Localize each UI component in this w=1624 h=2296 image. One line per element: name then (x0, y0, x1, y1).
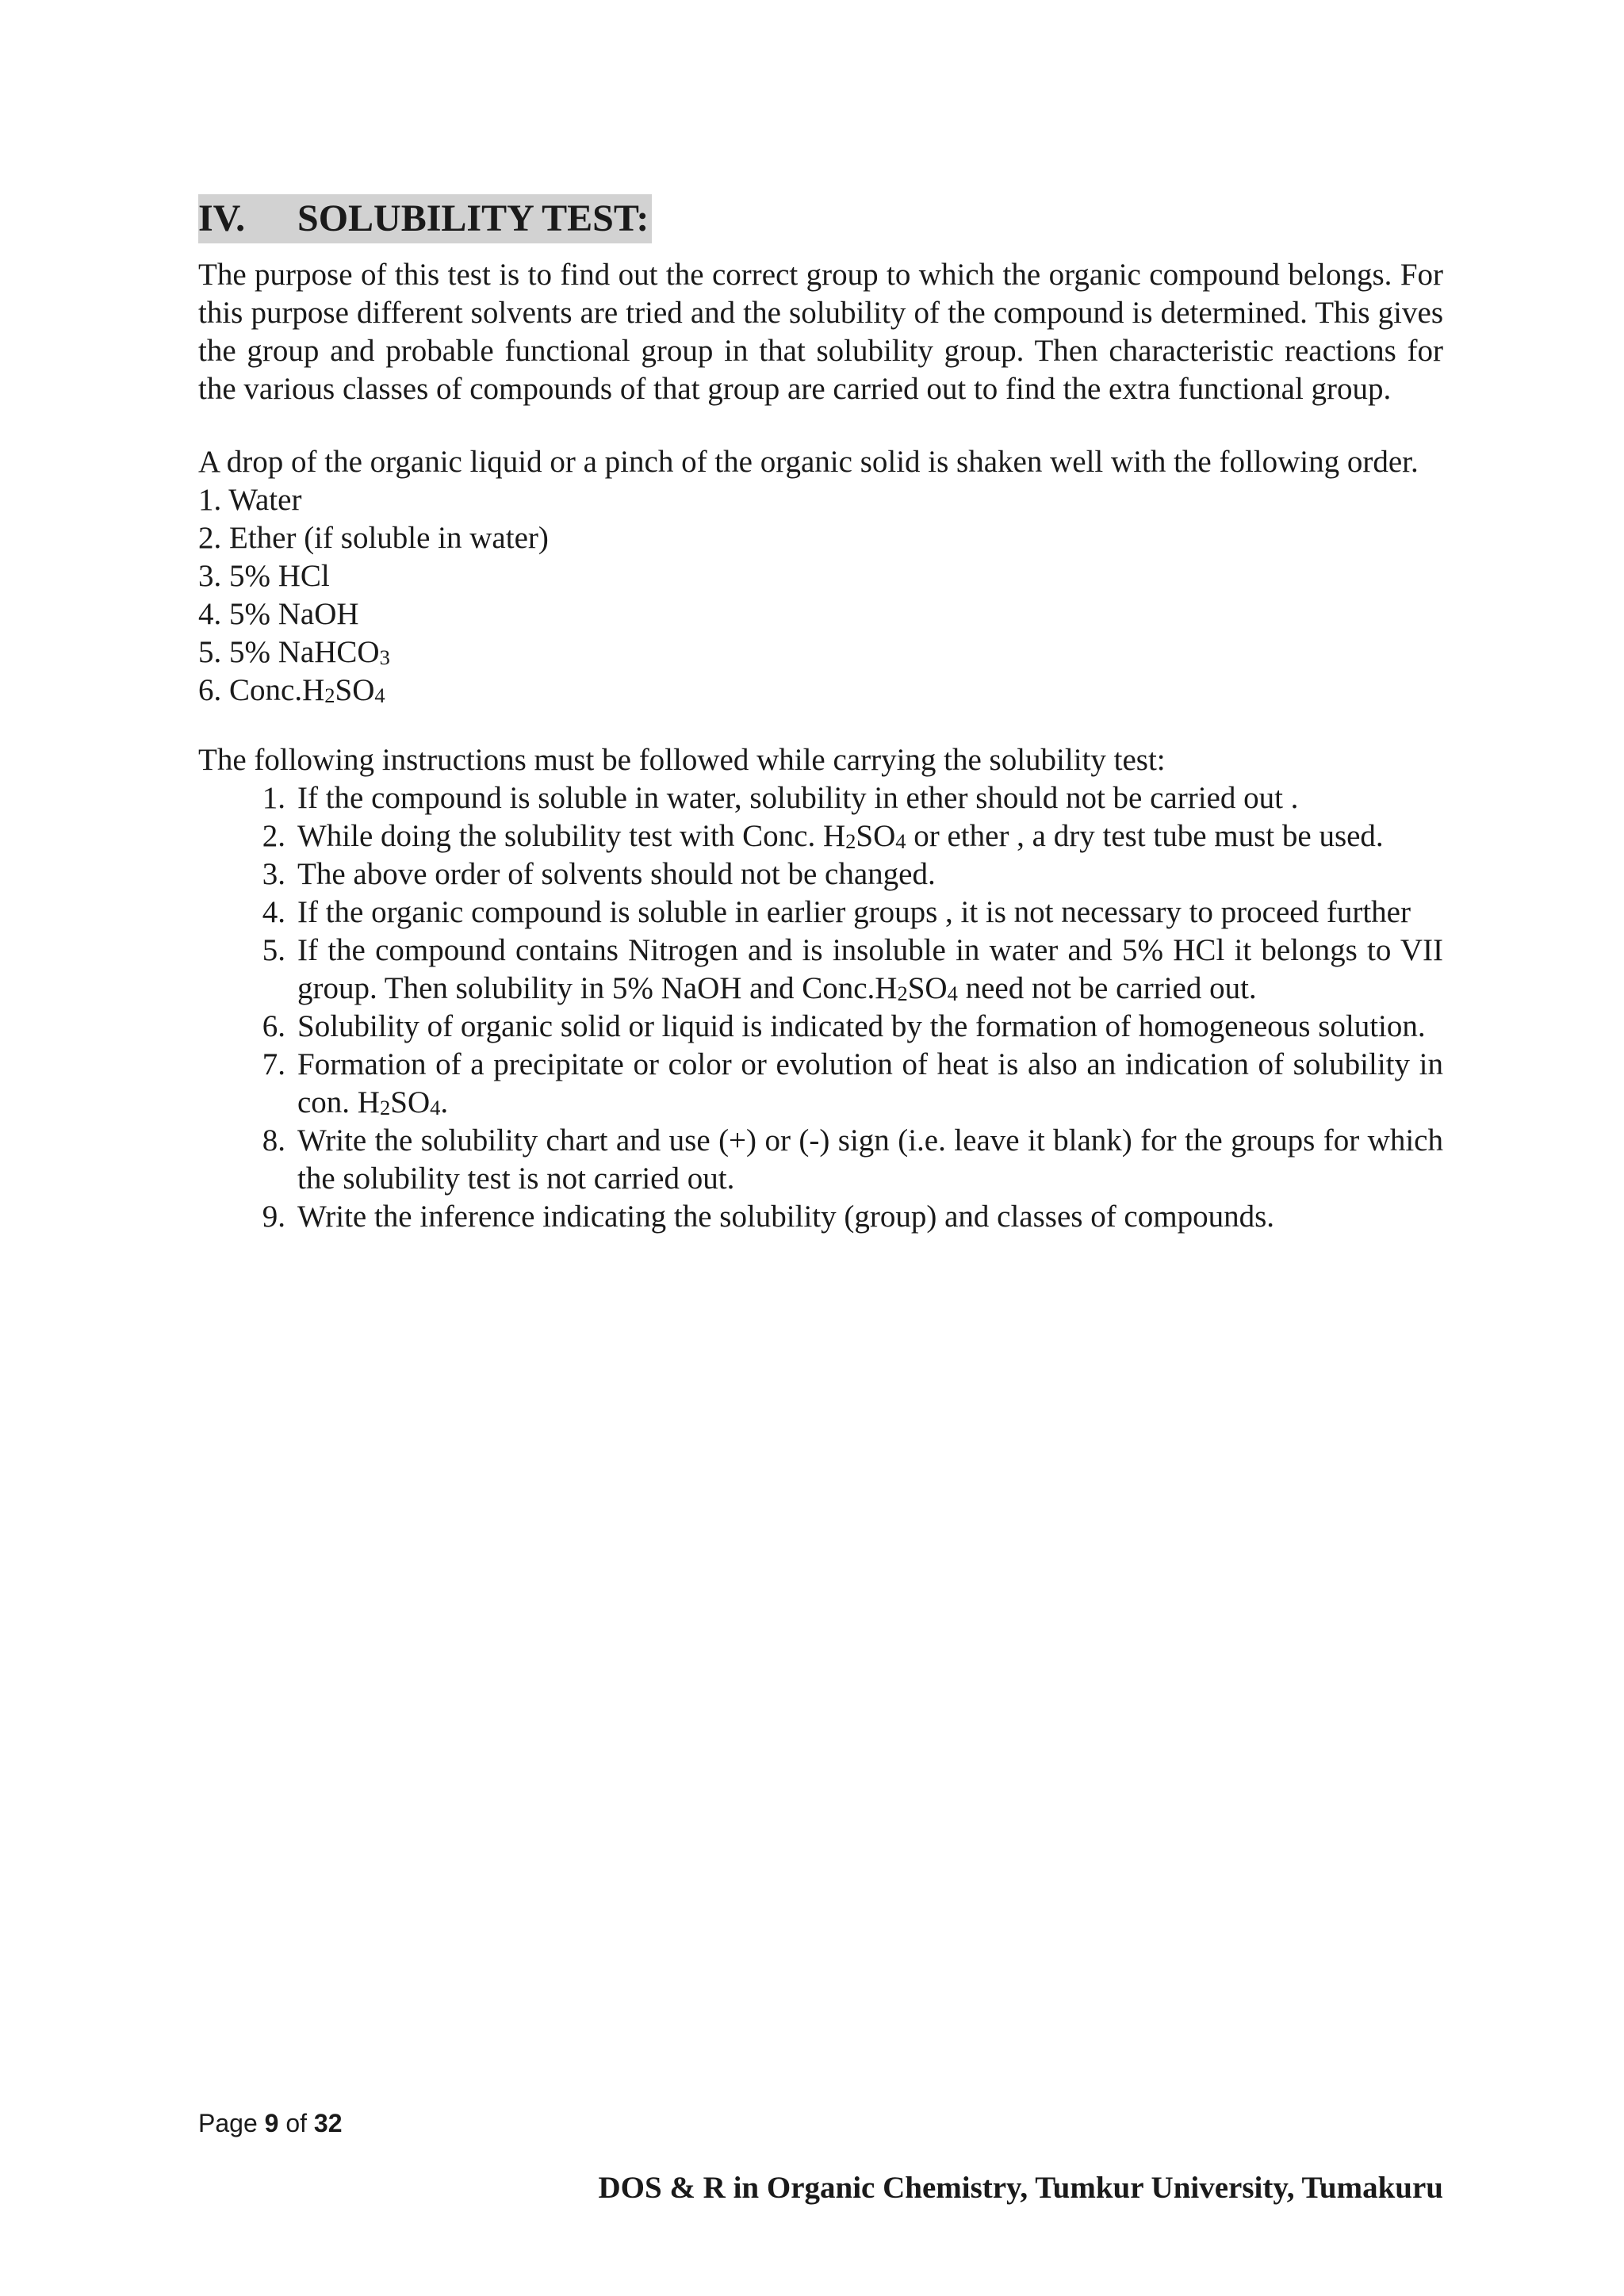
page-number: Page 9 of 32 (198, 2109, 343, 2137)
section-number: IV. (198, 197, 246, 239)
instructions-intro: The following instructions must be followed while carrying the solubility test: (198, 743, 1166, 777)
solvent-item: 5. 5% NaHCO$_3$ (198, 635, 390, 670)
instruction-item: 8. Write the solubility chart and use (+) or (-) sign (i.e. leave it blank) for the groups for which the solubility test is not carried out. (262, 1123, 1443, 1196)
instruction-item: 9. Write the inference indicating the solubility (group) and classes of compounds. (262, 1200, 1275, 1234)
instruction-list (198, 779, 1443, 1236)
document-page (198, 194, 1443, 1236)
purpose-paragraph: The purpose of this test is to find out the correct group to which the organic compound belongs. For this purpose different solvents are tried and the solubility of the compound is determined. This gives the group and probable functional group in that solubility group. Then characteristic reactions for the various classes of compounds of that group are carried out to find the extra functional group. (198, 258, 1443, 406)
instruction-item: 2. While doing the solubility test with Conc. $H_2SO_4$ or ether , a dry test tube must be used. (262, 819, 1384, 854)
instruction-item: 7. Formation of a precipitate or color or evolution of heat is also an indication of solubility in con. $H_2SO_4$. (262, 1047, 1443, 1120)
solvent-item: 4. 5% NaOH (198, 597, 359, 631)
procedure-paragraph: A drop of the organic liquid or a pinch of the organic solid is shaken well with the following order. (198, 445, 1419, 479)
instruction-item: 6. Solubility of organic solid or liquid is indicated by the formation of homogeneous solution. (262, 1009, 1426, 1043)
section-heading (198, 194, 652, 243)
instruction-item: 5. If the compound contains Nitrogen and is insoluble in water and 5% HCl it belongs to VII group. Then solubility in 5% NaOH and $Conc.H_2SO_4$ need not be carried out. (262, 933, 1443, 1006)
solvent-list (198, 481, 1443, 710)
solvent-item: 2. Ether (if soluble in water) (198, 521, 549, 555)
instruction-item: 1. If the compound is soluble in water, solubility in ether should not be carried out . (262, 781, 1299, 815)
section-title: SOLUBILITY TEST: (297, 197, 649, 239)
solvent-item: 6. $Conc.H_2SO_4$ (198, 673, 385, 708)
solvent-item: 1. Water (198, 483, 302, 517)
solvent-item: 3. 5% HCl (198, 559, 330, 593)
instruction-item: 4. If the organic compound is soluble in earlier groups , it is not necessary to proceed further (262, 895, 1411, 929)
footer-institution: DOS & R in Organic Chemistry, Tumkur University, Tumakuru (598, 2171, 1443, 2205)
instruction-item: 3. The above order of solvents should not be changed. (262, 857, 936, 891)
